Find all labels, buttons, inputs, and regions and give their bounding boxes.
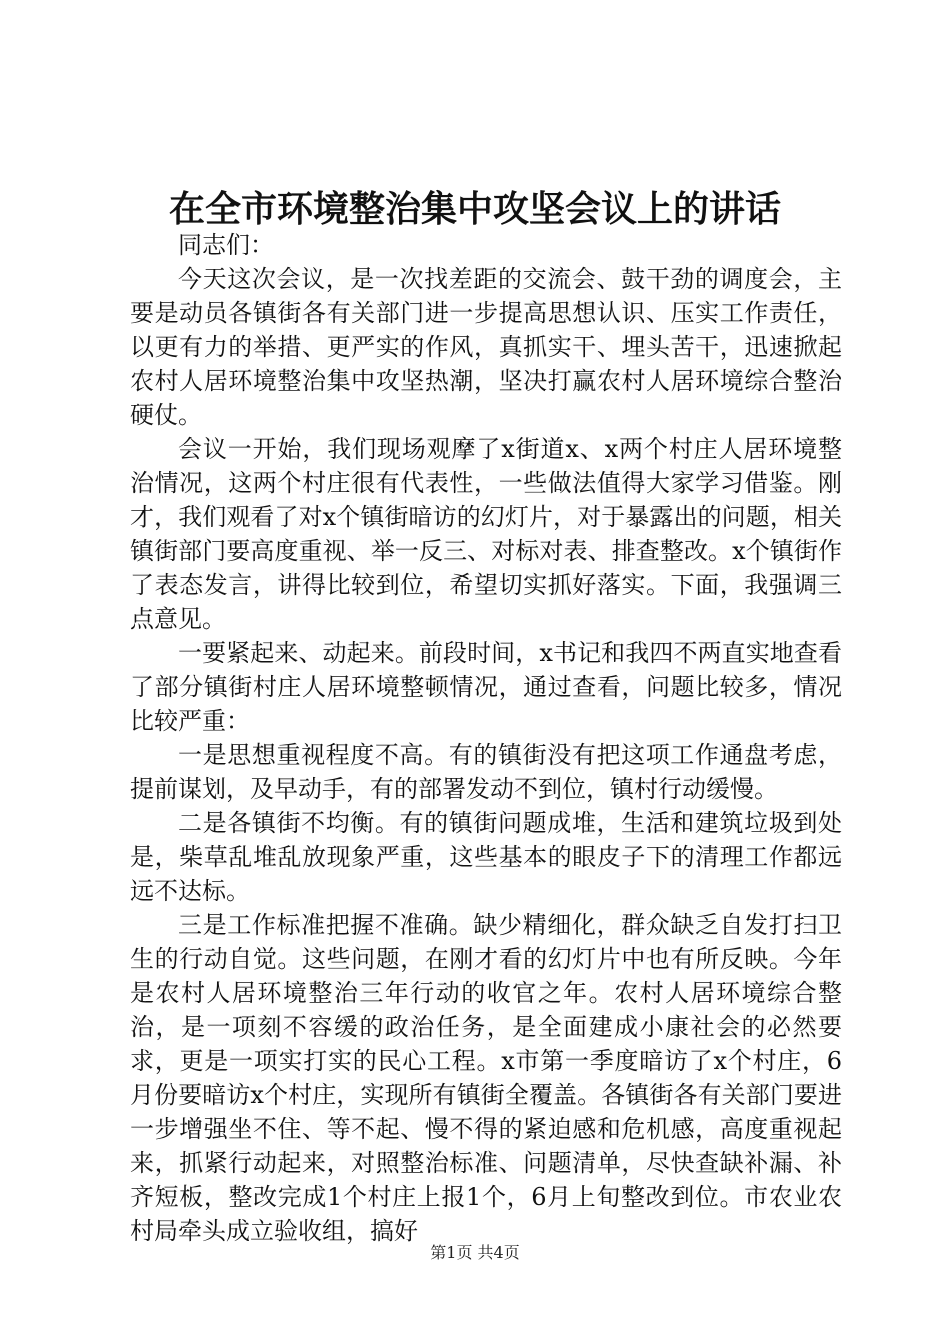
paragraph-issue-two: 二是各镇街不均衡。有的镇街问题成堆，生活和建筑垃圾到处是，柴草乱堆乱放现象严重，这些基本的眼皮子下的清理工作都远远不达标。 [130,809,842,905]
paragraph-point-one: 一要紧起来、动起来。前段时间，x书记和我四不两直实地查看了部分镇街村庄人居环境整顿情况，通过查看，问题比较多，情况比较严重： [130,639,842,735]
document-title: 在全市环境整治集中攻坚会议上的讲话 [168,188,781,230]
paragraph-issue-three: 三是工作标准把握不准确。缺少精细化，群众缺乏自发打扫卫生的行动自觉。这些问题，在刚才看的幻灯片中也有所反映。今年是农村人居环境整治三年行动的收官之年。农村人居环境综合整治，是一项刻不容缓的政治任务，是全面建成小康社会的必然要求，更是一项实打实的民心工程。x市第一季度暗访了x个村庄，6月份要暗访x个村庄，实现所有镇街全覆盖。各镇街各有关部门要进一步增强坐不住、等不起、慢不得的紧迫感和危机感，高度重视起来，抓紧行动起来，对照整治标准、问题清单，尽快查缺补漏、补齐短板，整改完成1个村庄上报1个，6月上旬整改到位。市农业农村局牵头成立验收组，搞好 [130,911,842,1245]
paragraph-salutation: 同志们： [178,231,274,259]
page-footer: 第1页 共4页 [430,1243,520,1262]
paragraph-intro: 今天这次会议，是一次找差距的交流会、鼓干劲的调度会，主要是动员各镇街各有关部门进一步提高思想认识、压实工作责任，以更有力的举措、更严实的作风，真抓实干、埋头苦干，迅速掀起农村人居环境整治集中攻坚热潮，坚决打赢农村人居环境综合整治硬仗。 [130,265,842,429]
paragraph-meeting-overview: 会议一开始，我们现场观摩了x街道x、x两个村庄人居环境整治情况，这两个村庄很有代表性，一些做法值得大家学习借鉴。刚才，我们观看了对x个镇街暗访的幻灯片，对于暴露出的问题，相关镇街部门要高度重视、举一反三、对标对表、排查整改。x个镇街作了表态发言，讲得比较到位，希望切实抓好落实。下面，我强调三点意见。 [130,435,842,633]
paragraph-issue-one: 一是思想重视程度不高。有的镇街没有把这项工作通盘考虑，提前谋划，及早动手，有的部署发动不到位，镇村行动缓慢。 [130,741,842,803]
document-body [130,228,842,1248]
